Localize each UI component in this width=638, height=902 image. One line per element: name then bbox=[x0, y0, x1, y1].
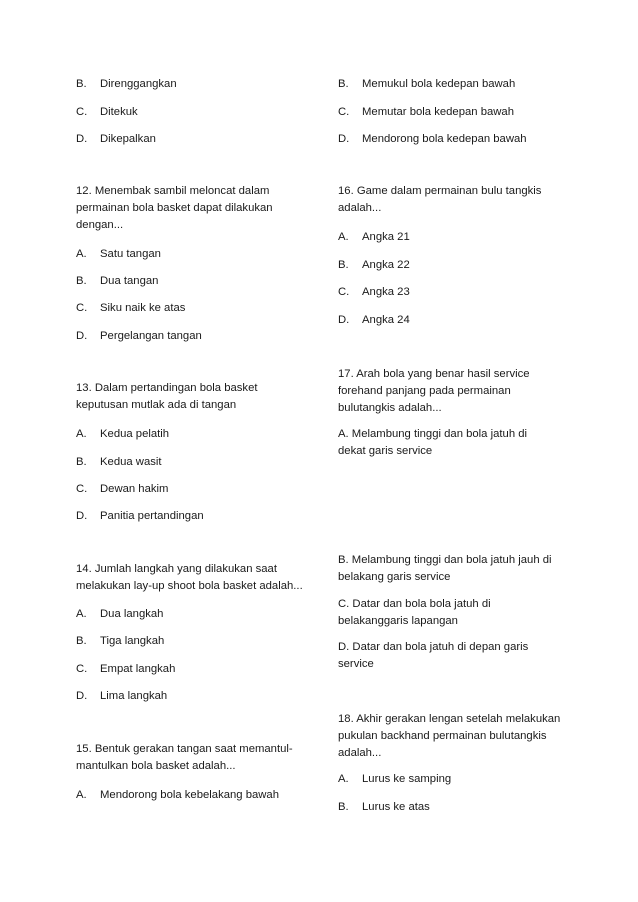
q17-option-c-line1: C. Datar dan bola bola jatuh di bbox=[338, 598, 491, 610]
option-letter: C. bbox=[76, 106, 88, 118]
q16-option-c bbox=[338, 284, 410, 301]
q17-question-line3: bulutangkis adalah... bbox=[338, 402, 442, 414]
q13-option-d bbox=[76, 508, 204, 525]
option-text: Lurus ke samping bbox=[362, 773, 452, 785]
option-text: Memukul bola kedepan bawah bbox=[362, 78, 516, 90]
option-text: Memutar bola kedepan bawah bbox=[362, 106, 514, 118]
option-letter: B. bbox=[76, 275, 87, 287]
q16-question-line2: adalah... bbox=[338, 202, 382, 214]
option-text: Dua langkah bbox=[100, 608, 164, 620]
q13-option-c bbox=[76, 481, 168, 498]
q17-option-b-line2: belakang garis service bbox=[338, 571, 451, 583]
q15-option-b bbox=[338, 76, 515, 93]
q12-question-line1: 12. Menembak sambil meloncat dalam bbox=[76, 185, 270, 197]
q17-question-line1: 17. Arah bola yang benar hasil service bbox=[338, 368, 530, 380]
q17-option-a-line2: dekat garis service bbox=[338, 445, 433, 457]
q12-option-c bbox=[76, 300, 185, 317]
option-letter: A. bbox=[76, 248, 87, 260]
option-text: Angka 24 bbox=[362, 314, 410, 326]
option-text: Dikepalkan bbox=[100, 133, 156, 145]
option-text: Ditekuk bbox=[100, 106, 138, 118]
q17-option-d-line2: service bbox=[338, 658, 374, 670]
q18-option-a bbox=[338, 771, 451, 788]
q16-question-line1: 16. Game dalam permainan bulu tangkis bbox=[338, 185, 542, 197]
q17-option-d-line1: D. Datar dan bola jatuh di depan garis bbox=[338, 641, 529, 653]
option-letter: C. bbox=[338, 286, 350, 298]
q18-question-line1: 18. Akhir gerakan lengan setelah melakukan bbox=[338, 713, 561, 725]
q12-option-d bbox=[76, 328, 202, 345]
q12-question-line3: dengan... bbox=[76, 219, 124, 231]
option-letter: A. bbox=[76, 608, 87, 620]
q17-option-a-line1: A. Melambung tinggi dan bola jatuh di bbox=[338, 428, 528, 440]
option-text: Direnggangkan bbox=[100, 78, 177, 90]
q18-question-line2: pukulan backhand permainan bulutangkis bbox=[338, 730, 547, 742]
option-letter: C. bbox=[338, 106, 350, 118]
option-text: Tiga langkah bbox=[100, 635, 165, 647]
option-text: Dewan hakim bbox=[100, 483, 169, 495]
option-text: Siku naik ke atas bbox=[100, 302, 186, 314]
option-letter: B. bbox=[338, 801, 349, 813]
option-letter: A. bbox=[76, 789, 87, 801]
option-text: Angka 22 bbox=[362, 259, 410, 271]
q18-question-line3: adalah... bbox=[338, 747, 382, 759]
option-letter: B. bbox=[76, 456, 87, 468]
q13-option-b bbox=[76, 454, 162, 471]
q18-option-b bbox=[338, 799, 430, 816]
option-letter: D. bbox=[76, 133, 88, 145]
q13-option-a bbox=[76, 426, 169, 443]
q15-option-d bbox=[338, 131, 527, 148]
option-letter: D. bbox=[76, 510, 88, 522]
option-text: Kedua wasit bbox=[100, 456, 162, 468]
option-letter: B. bbox=[338, 259, 349, 271]
option-letter: A. bbox=[76, 428, 87, 440]
q14-question-line1: 14. Jumlah langkah yang dilakukan saat bbox=[76, 563, 277, 575]
option-text: Mendorong bola kebelakang bawah bbox=[100, 789, 280, 801]
q12-question-line2: permainan bola basket dapat dilakukan bbox=[76, 202, 273, 214]
option-text: Dua tangan bbox=[100, 275, 159, 287]
q13-question-line2: keputusan mutlak ada di tangan bbox=[76, 399, 237, 411]
q11-option-c bbox=[76, 104, 138, 121]
option-text: Satu tangan bbox=[100, 248, 161, 260]
option-letter: A. bbox=[338, 773, 349, 785]
q14-question-line2: melakukan lay-up shoot bola basket adalah... bbox=[76, 580, 303, 592]
q15-question-line2: mantulkan bola basket adalah... bbox=[76, 760, 236, 772]
option-letter: C. bbox=[76, 483, 88, 495]
option-text: Angka 21 bbox=[362, 231, 410, 243]
option-letter: D. bbox=[76, 330, 88, 342]
q14-option-b bbox=[76, 633, 164, 650]
option-text: Pergelangan tangan bbox=[100, 330, 202, 342]
q17-option-c-line2: belakanggaris lapangan bbox=[338, 615, 458, 627]
q15-question-line1: 15. Bentuk gerakan tangan saat memantul- bbox=[76, 743, 293, 755]
option-text: Panitia pertandingan bbox=[100, 510, 204, 522]
option-letter: B. bbox=[338, 78, 349, 90]
q13-question-line1: 13. Dalam pertandingan bola basket bbox=[76, 382, 258, 394]
q17-option-b-line1: B. Melambung tinggi dan bola jatuh jauh di bbox=[338, 554, 552, 566]
option-text: Angka 23 bbox=[362, 286, 410, 298]
q16-option-a bbox=[338, 229, 410, 246]
option-letter: B. bbox=[76, 78, 87, 90]
option-letter: D. bbox=[76, 690, 88, 702]
option-letter: C. bbox=[76, 302, 88, 314]
option-letter: D. bbox=[338, 314, 350, 326]
q14-option-d bbox=[76, 688, 167, 705]
option-text: Mendorong bola kedepan bawah bbox=[362, 133, 527, 145]
q15-option-c bbox=[338, 104, 514, 121]
q14-option-c bbox=[76, 661, 175, 678]
q14-option-a bbox=[76, 606, 163, 623]
option-text: Lima langkah bbox=[100, 690, 168, 702]
option-letter: D. bbox=[338, 133, 350, 145]
option-letter: A. bbox=[338, 231, 349, 243]
q12-option-a bbox=[76, 246, 161, 263]
q16-option-b bbox=[338, 257, 410, 274]
q16-option-d bbox=[338, 312, 410, 329]
option-letter: B. bbox=[76, 635, 87, 647]
option-text: Empat langkah bbox=[100, 663, 176, 675]
option-text: Lurus ke atas bbox=[362, 801, 430, 813]
option-text: Kedua pelatih bbox=[100, 428, 170, 440]
q11-option-d bbox=[76, 131, 156, 148]
option-letter: C. bbox=[76, 663, 88, 675]
q12-option-b bbox=[76, 273, 158, 290]
q11-option-b bbox=[76, 76, 177, 93]
q17-question-line2: forehand panjang pada permainan bbox=[338, 385, 511, 397]
q15-option-a bbox=[76, 787, 279, 804]
